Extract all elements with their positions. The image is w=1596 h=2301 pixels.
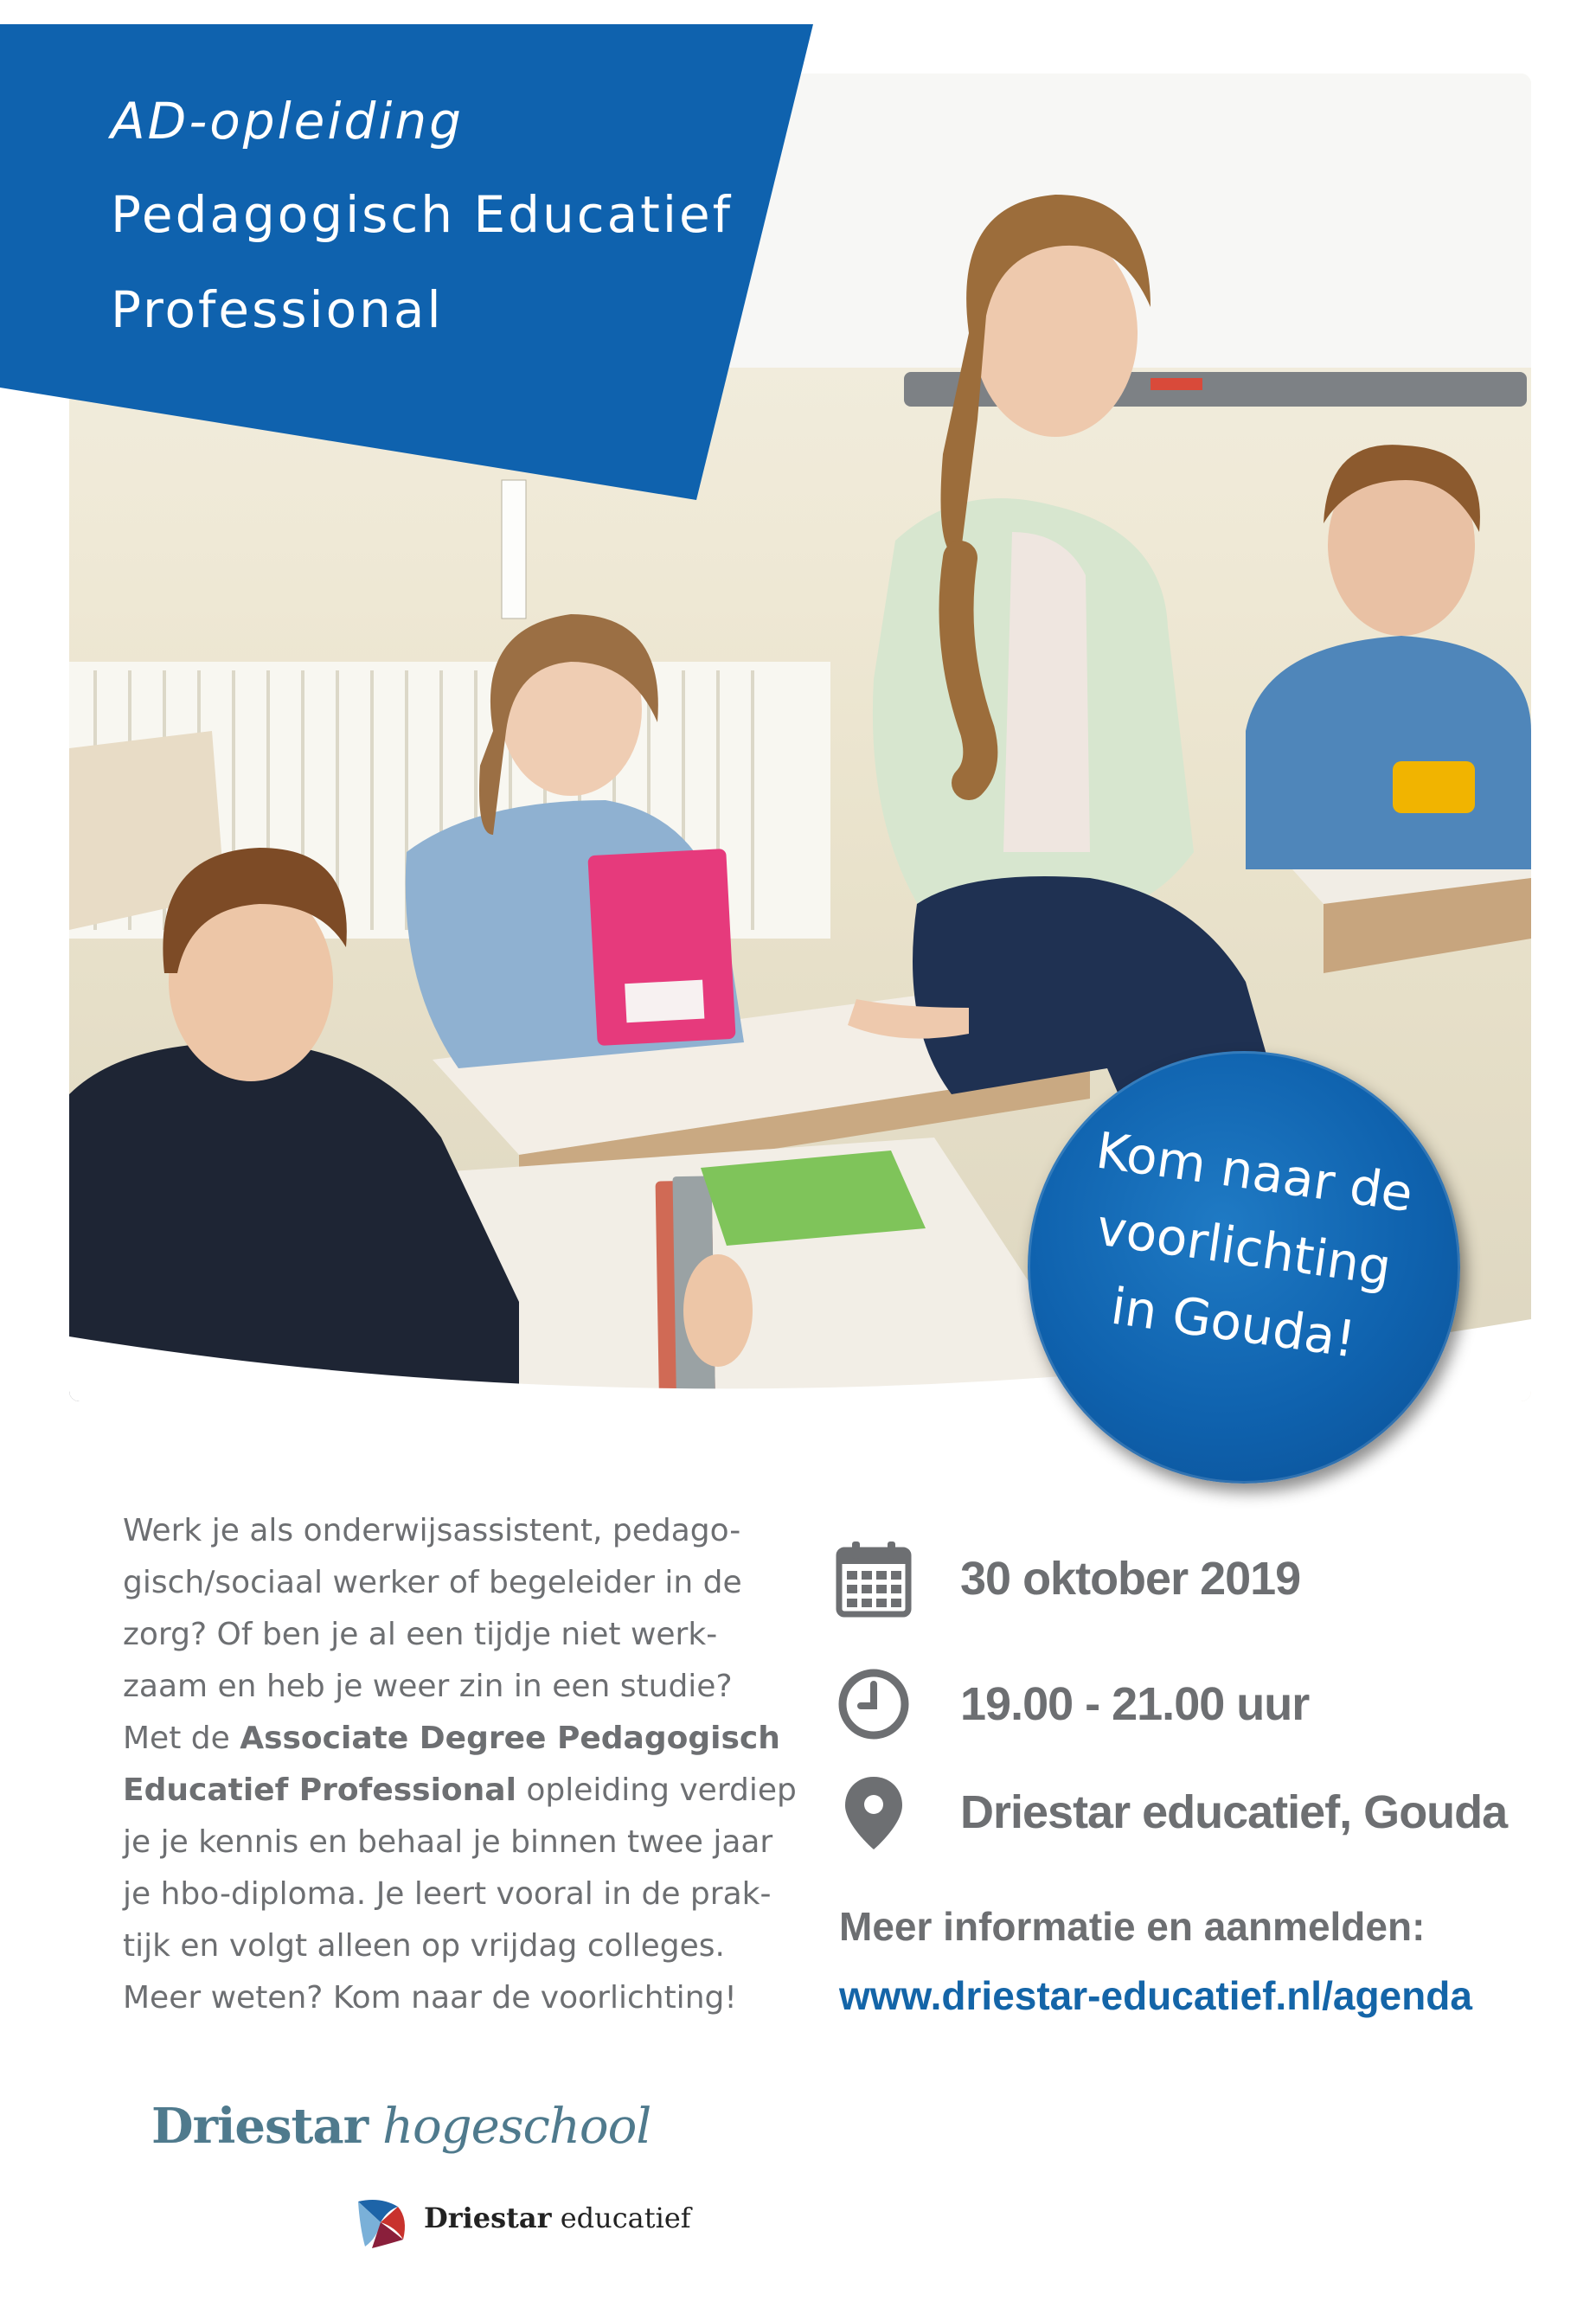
event-location-row xyxy=(835,1773,1508,1851)
degree-name-part2: Educatief Professional xyxy=(123,1772,516,1808)
program-title-line1: Pedagogisch Educatief xyxy=(111,185,734,244)
program-title-line2: Professional xyxy=(111,280,444,339)
intro-line: je je kennis en behaal je binnen twee jaar xyxy=(123,1824,773,1860)
location-pin-icon xyxy=(835,1773,913,1851)
intro-line: je hbo-diploma. Je leert vooral in de prak- xyxy=(123,1876,772,1912)
intro-line: Met de Associate Degree Pedagogisch xyxy=(123,1721,780,1756)
intro-line: gisch/sociaal werker of begeleider in de xyxy=(123,1565,742,1600)
event-date: 30 oktober 2019 xyxy=(960,1553,1301,1605)
badge-line3: in Gouda! xyxy=(1107,1276,1360,1369)
event-time: 19.00 - 21.00 uur xyxy=(960,1678,1310,1730)
info-session-badge xyxy=(1028,1051,1460,1484)
event-location: Driestar educatief, Gouda xyxy=(960,1786,1508,1838)
event-time-row xyxy=(835,1665,1310,1743)
calendar-icon xyxy=(835,1540,913,1618)
event-date-row xyxy=(835,1540,1301,1618)
intro-line: Meer weten? Kom naar de voorlichting! xyxy=(123,1980,737,2016)
intro-paragraph xyxy=(123,1505,798,2024)
badge-line2: voorlichting xyxy=(1093,1197,1395,1298)
intro-line: Educatief Professional opleiding verdiep xyxy=(123,1772,797,1808)
driestar-educatief-logo: Driestar educatief xyxy=(355,2184,691,2252)
clock-icon xyxy=(835,1665,913,1743)
intro-line: Werk je als onderwijsassistent, pedago- xyxy=(123,1513,741,1548)
driestar-hogeschool-logo: Driestar hogeschool xyxy=(151,2098,651,2155)
driestar-star-icon xyxy=(355,2184,415,2252)
badge-line1: Kom naar de xyxy=(1093,1120,1417,1224)
degree-name-part1: Associate Degree Pedagogisch xyxy=(240,1721,780,1756)
intro-line: tijk en volgt alleen op vrijdag colleges. xyxy=(123,1928,725,1964)
intro-line: zaam en heb je weer zin in een studie? xyxy=(123,1669,733,1704)
more-info-label: Meer informatie en aanmelden: xyxy=(839,1904,1426,1949)
registration-link[interactable]: www.driestar-educatief.nl/agenda xyxy=(839,1973,1472,2018)
program-type: AD-opleiding xyxy=(111,92,464,151)
banner-text xyxy=(111,91,733,340)
intro-line: zorg? Of ben je al een tijdje niet werk- xyxy=(123,1617,718,1652)
